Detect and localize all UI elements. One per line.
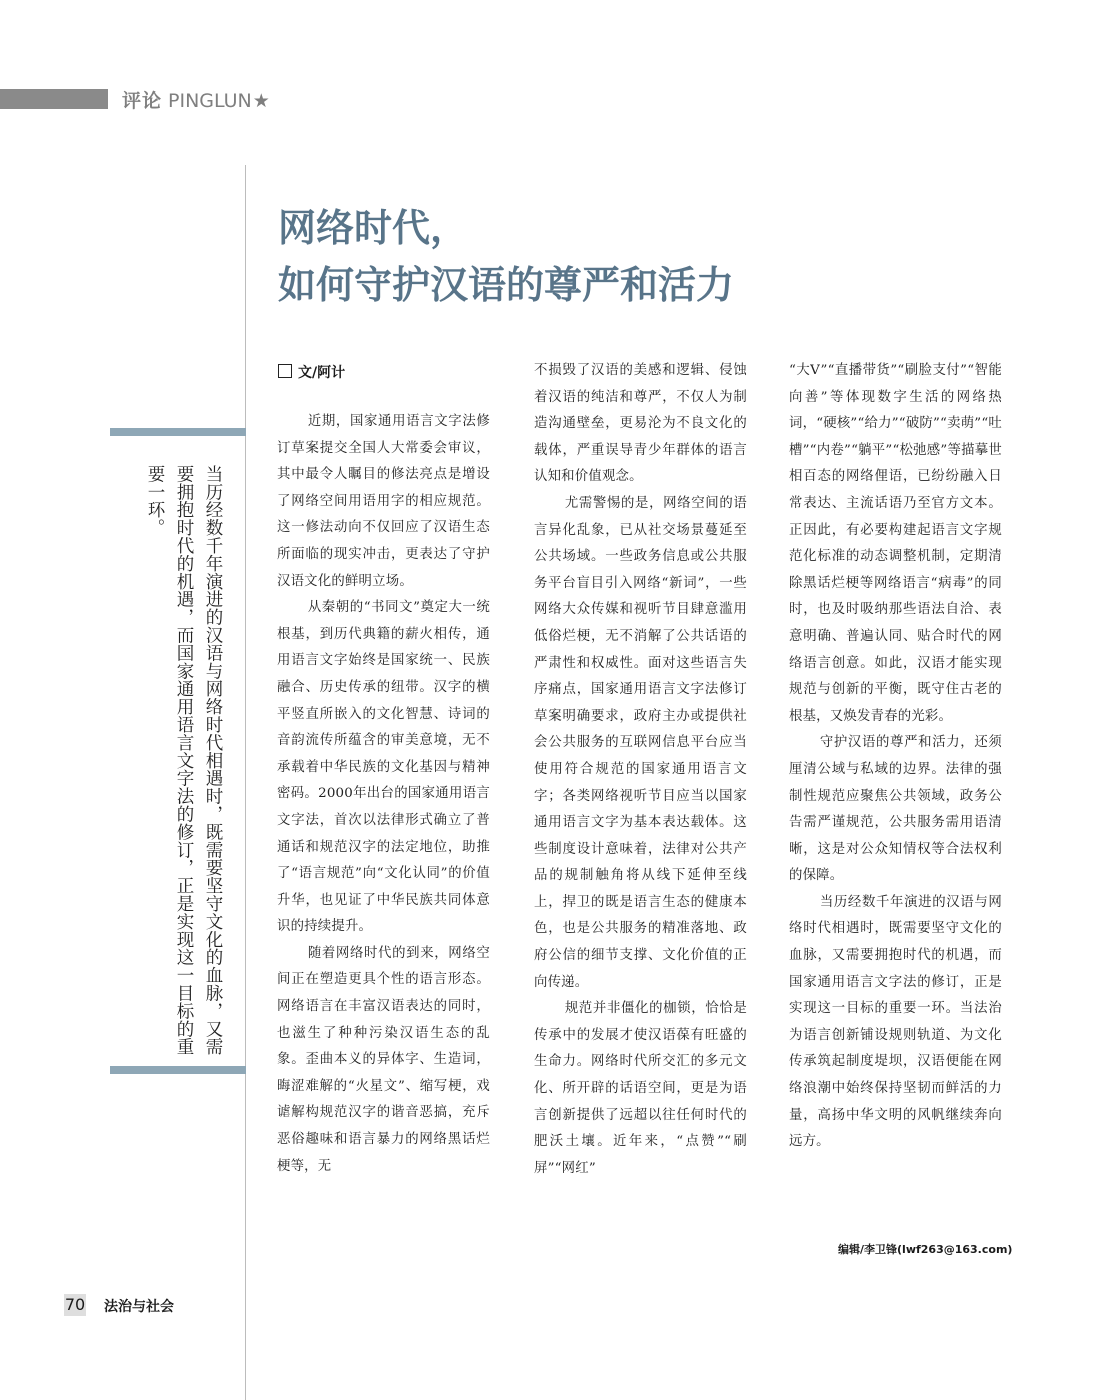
paragraph: 当历经数千年演进的汉语与网络时代相遇时，既需要坚守文化的血脉，又需要拥抱时代的机遇，而国家通用语言文字法的修订，正是实现这一目标的重要一环。当法治为语言创新铺设规则轨道、为文化传承筑起制度堤坝，汉语便能在网络浪潮中始终保持坚韧而鲜活的力量，高扬中华文明的风帆继续奔向远方。 <box>789 894 1002 1150</box>
editor-credit: 编辑/李卫锋(lwf263@163.com) <box>838 1243 1013 1256</box>
pull-quote-bottom-bar <box>110 1066 246 1074</box>
paragraph-continued: “大V”“直播带货”“刷脸支付”“智能向善”等体现数字生活的网络热词，“硬核”“给力”“破防”“卖萌”“吐槽”“内卷”“躺平”“松弛感”等描摹世相百态的网络俚语，已纷纷融入日常表达、主流话语乃至官方文本。正因此，有必要构建起语言文字规范化标准的动态调整机制，定期清除黑话烂梗等网络语言“病毒”的同时，也及时吸纳那些语法自洽、表意明确、普遍认同、贴合时代的网络语言创意。如此，汉语才能实现规范与创新的平衡，既守住古老的根基，又焕发青春的光彩。 <box>789 363 1002 724</box>
paragraph: 尤需警惕的是，网络空间的语言异化乱象，已从社交场景蔓延至公共场域。一些政务信息或公共服务平台盲目引入网络“新词”，一些网络大众传媒和视听节目肆意滥用低俗烂梗，无不消解了公共话语的严肃性和权威性。面对这些语言失序痛点，国家通用语言文字法修订草案明确要求，政府主办或提供社会公共服务的互联网信息平台应当使用符合规范的国家通用语言文字；各类网络视听节目应当以国家通用语言文字为基本表达载体。这些制度设计意味着，法律对公共产品的规制触角将从线下延伸至线上，捍卫的既是语言生态的健康本色，也是公共服务的精准落地、政府公信的细节支撑、文化价值的正向传递。 <box>534 495 747 990</box>
author: 文/阿计 <box>298 365 346 381</box>
star-icon: ★ <box>252 90 270 112</box>
paragraph: 随着网络时代的到来，网络空间正在塑造更具个性的语言形态。网络语言在丰富汉语表达的同时，也滋生了种种污染汉语生态的乱象。歪曲本义的异体字、生造词，晦涩难解的“火星文”、缩写梗，戏谑解构规范汉字的谐音恶搞，充斥恶俗趣味和语言暴力的网络黑话烂梗等，无 <box>277 945 490 1174</box>
pull-quote-top-bar <box>110 428 246 436</box>
paragraph: 从秦朝的“书同文”奠定大一统根基，到历代典籍的薪火相传，通用语言文字始终是国家统一、民族融合、历史传承的纽带。汉字的横平竖直所嵌入的文化智慧、诗词的音韵流传所蕴含的审美意境，无不承载着中华民族的文化基因与精神密码。2000年出台的国家通用语言文字法，首次以法律形式确立了普通话和规范汉字的法定地位，助推了“语言规范”向“文化认同”的价值升华，也见证了中华民族共同体意识的持续提升。 <box>277 600 490 935</box>
section-header <box>122 86 270 113</box>
byline <box>278 362 345 382</box>
text-column-2 <box>534 358 747 1182</box>
paragraph: 近期，国家通用语言文字法修订草案提交全国人大常委会审议，其中最令人瞩目的修法亮点是增设了网络空间用语用字的相应规范。这一修法动向不仅回应了汉语生态所面临的现实冲击，更表达了守护汉语文化的鲜明立场。 <box>277 414 490 589</box>
text-column-1 <box>277 409 490 1180</box>
square-icon <box>278 364 292 378</box>
magazine-name: 法治与社会 <box>104 1299 174 1315</box>
paragraph-continued: 不损毁了汉语的美感和逻辑、侵蚀着汉语的纯洁和尊严，不仅人为制造沟通壁垒，更易沦为不良文化的载体，严重误导青少年群体的语言认知和价值观念。 <box>534 363 747 485</box>
pull-quote: 当历经数千年演进的汉语与网络时代相遇时，既需要坚守文化的血脉，又需要拥抱时代的机遇，而国家通用语言文字法的修订，正是实现这一目标的重要一环。 <box>145 465 223 1056</box>
column-divider <box>245 165 246 1400</box>
section-name-cn: 评论 <box>122 90 163 112</box>
paragraph: 守护汉语的尊严和活力，还须厘清公域与私域的边界。法律的强制性规范应聚焦公共领域，政务公告需严谨规范，公共服务需用语清晰，这是对公众知情权等合法权利的保障。 <box>789 735 1002 884</box>
article-title <box>278 200 734 314</box>
paragraph: 规范并非僵化的枷锁，恰恰是传承中的发展才使汉语葆有旺盛的生命力。网络时代所交汇的多元文化、所开辟的话语空间，更是为语言创新提供了远超以往任何时代的肥沃土壤。近年来，“点赞”“刷屏”“网红” <box>534 1001 747 1176</box>
section-name-en: PINGLUN <box>168 90 252 112</box>
page-number: 70 <box>64 1295 86 1314</box>
title-line-2: 如何守护汉语的尊严和活力 <box>278 263 735 307</box>
section-header-bar <box>0 89 108 109</box>
text-column-3 <box>789 358 1002 1156</box>
title-line-1: 网络时代， <box>278 206 469 250</box>
